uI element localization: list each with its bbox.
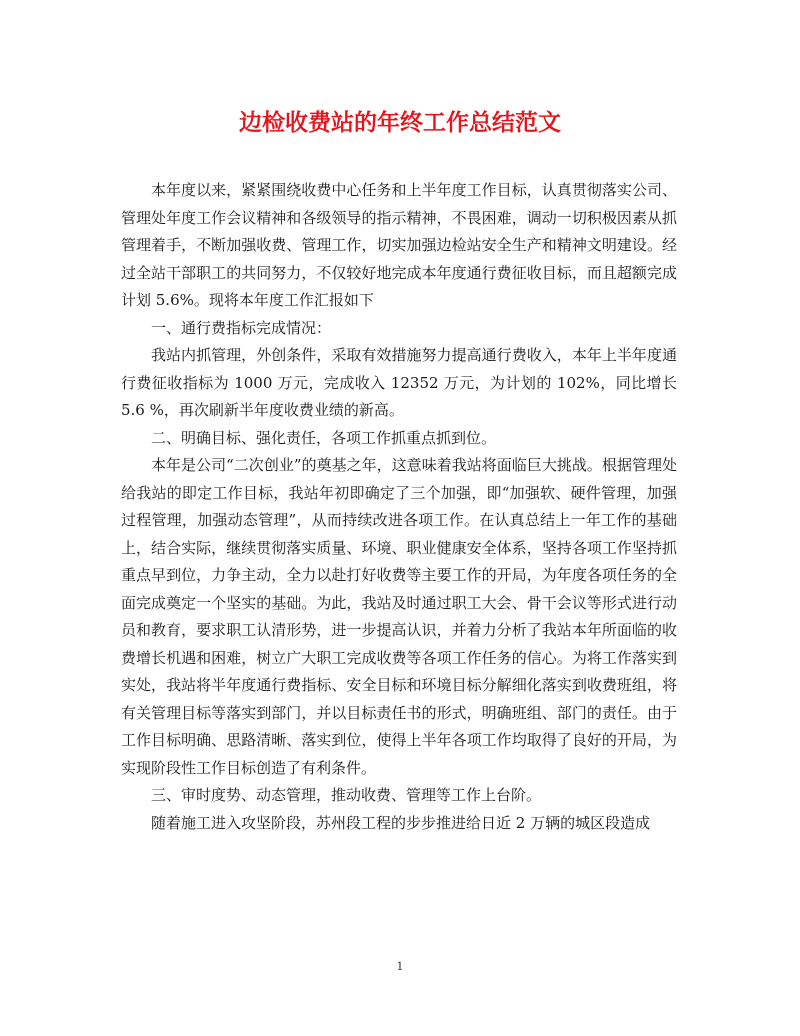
section-heading-2: 二、明确目标、强化责任，各项工作抓重点抓到位。 xyxy=(151,428,497,447)
page-number: 1 xyxy=(396,960,404,973)
document-body xyxy=(121,177,677,837)
paragraph-construction: 随着施工进入攻坚阶段，苏州段工程的步步推进给日近 2 万辆的城区段造成 xyxy=(151,813,651,832)
paragraph-intro: 本年度以来，紧紧围绕收费中心任务和上半年度工作目标，认真贯彻落实公司、管理处年度工作会议精神和各级领导的指示精神，不畏困难，调动一切积极因素从抓管理着手，不断加强收费、管理工作，切实加强边检站安全生产和精神文明建设。经过全站干部职工的共同努力，不仅较好地完成本年度通行费征收目标，而且超额完成计划 5.6%。现将本年度工作汇报如下 xyxy=(121,181,677,309)
paragraph-toll-revenue: 我站内抓管理，外创条件，采取有效措施努力提高通行费收入，本年上半年度通行费征收指标为 1000 万元，完成收入 12352 万元，为计划的 102%，同比增长 5.6 %，再次刷新半年度收费业绩的新高。 xyxy=(121,346,677,419)
paragraph-targets: 本年是公司“二次创业”的奠基之年，这意味着我站将面临巨大挑战。根据管理处给我站的即定工作目标，我站年初即确定了三个加强，即“加强软、硬件管理，加强过程管理，加强动态管理”，从而持续改进各项工作。在认真总结上一年工作的基础上，结合实际，继续贯彻落实质量、环境、职业健康安全体系，坚持各项工作坚持抓重点早到位，力争主动，全力以赴打好收费等主要工作的开局，为年度各项任务的全面完成奠定一个坚实的基础。为此，我站及时通过职工大会、骨干会议等形式进行动员和教育，要求职工认清形势，进一步提高认识，并着力分析了我站本年所面临的收费增长机遇和困难，树立广大职工完成收费等各项工作任务的信心。为将工作落实到实处，我站将半年度通行费指标、安全目标和环境目标分解细化落实到收费班组，将有关管理目标等落实到部门，并以目标责任书的形式，明确班组、部门的责任。由于工作目标明确、思路清晰、落实到位，使得上半年各项工作均取得了良好的开局，为实现阶段性工作目标创造了有利条件。 xyxy=(121,456,677,777)
document-title: 边检收费站的年终工作总结范文 xyxy=(239,109,561,136)
section-heading-1: 一、通行费指标完成情况： xyxy=(151,318,332,337)
section-heading-3: 三、审时度势、动态管理，推动收费、管理等工作上台阶。 xyxy=(151,786,542,804)
